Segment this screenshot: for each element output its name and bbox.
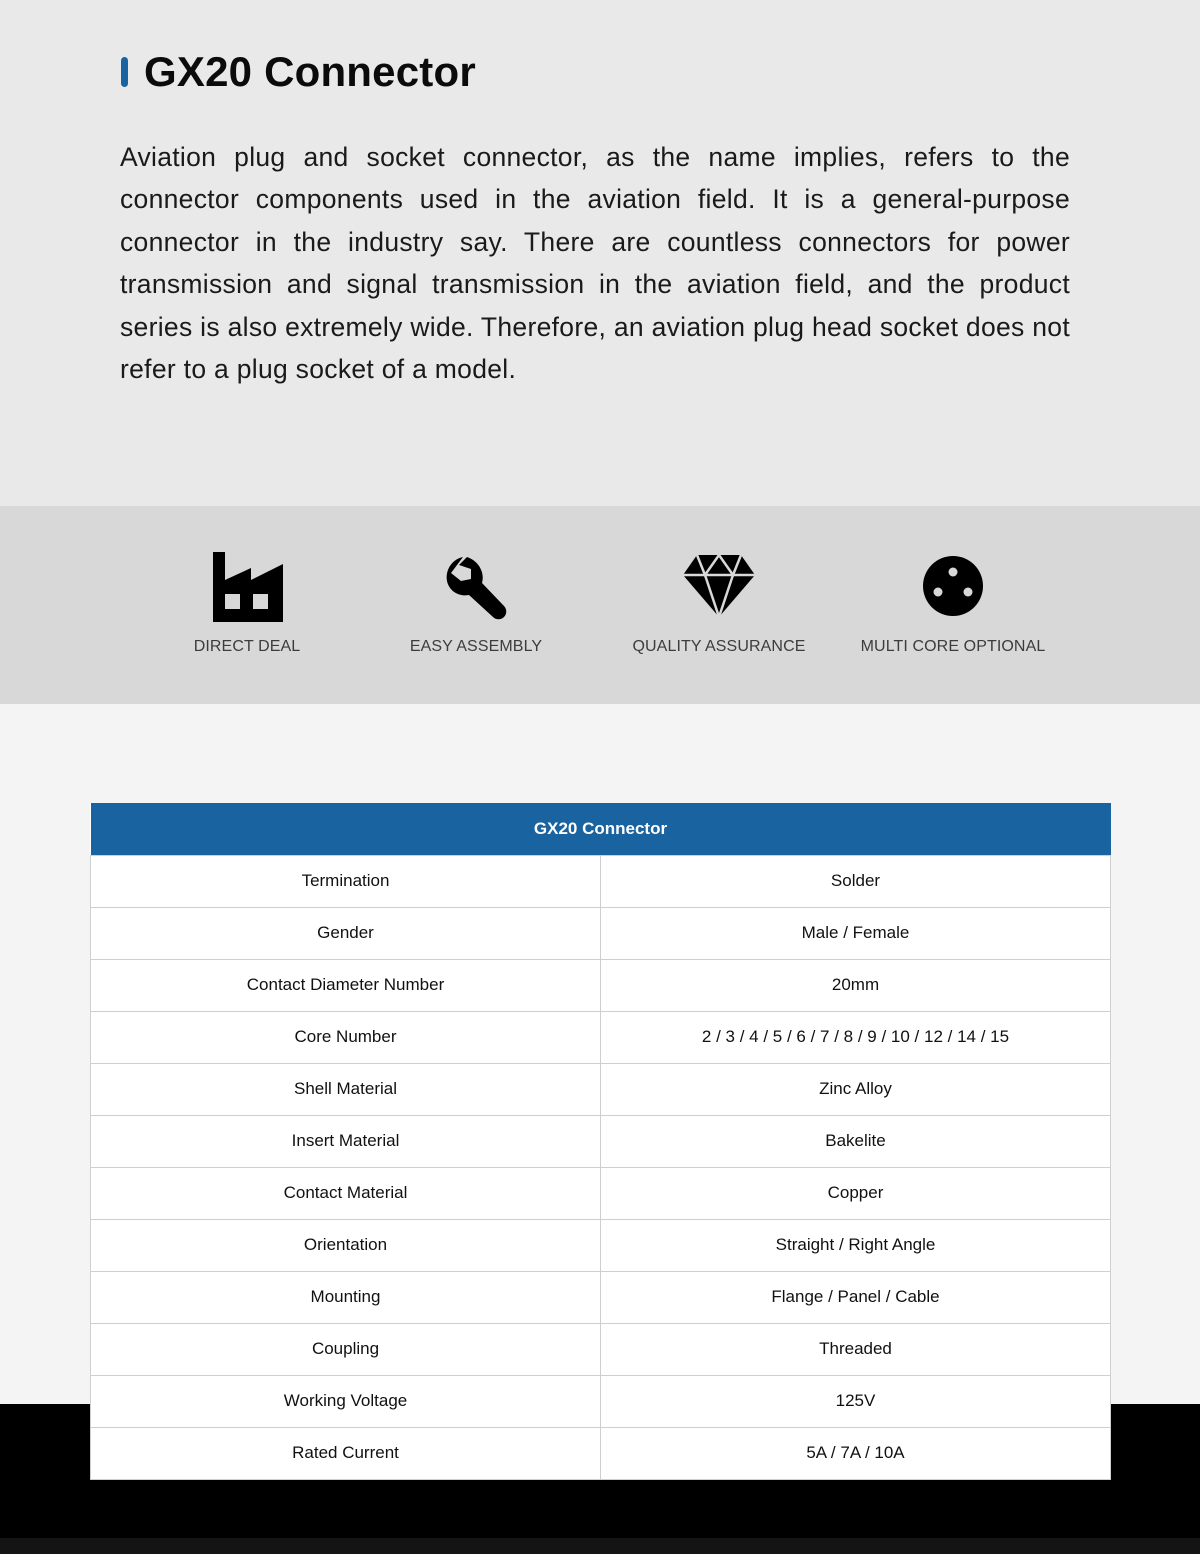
- feature-label: QUALITY ASSURANCE: [632, 638, 806, 655]
- spec-key: Contact Material: [91, 1167, 601, 1219]
- feature-quality-assurance: [599, 506, 839, 704]
- spec-key: Contact Diameter Number: [91, 959, 601, 1011]
- spec-key: Coupling: [91, 1323, 601, 1375]
- feature-easy-assembly: [356, 506, 596, 704]
- features-bar: [0, 506, 1200, 704]
- spec-value: Straight / Right Angle: [601, 1219, 1111, 1271]
- table-row: [91, 1167, 1111, 1219]
- feature-direct-deal: [127, 506, 367, 704]
- feature-label: MULTI CORE OPTIONAL: [860, 638, 1046, 655]
- spec-value: Copper: [601, 1167, 1111, 1219]
- spec-value: Zinc Alloy: [601, 1063, 1111, 1115]
- spec-table-title: GX20 Connector: [91, 803, 1111, 855]
- table-row: [91, 907, 1111, 959]
- intro-description: Aviation plug and socket connector, as the name implies, refers to the connector components used in the aviation field. It is a general-purpose connector in the industry say. There are countless connectors for power transmission and signal transmission in the aviation field, and the product series is also extremely wide. Therefore, an aviation plug head socket does not refer to a plug socket of a model.: [120, 142, 1070, 385]
- spec-key: Rated Current: [91, 1427, 601, 1479]
- connector-pins-icon: [913, 548, 993, 624]
- table-row: [91, 1271, 1111, 1323]
- spec-value: 20mm: [601, 959, 1111, 1011]
- table-row: [91, 1427, 1111, 1479]
- spec-key: Gender: [91, 907, 601, 959]
- spec-key: Mounting: [91, 1271, 601, 1323]
- spec-value: Bakelite: [601, 1115, 1111, 1167]
- table-row: [91, 959, 1111, 1011]
- spec-value: Male / Female: [601, 907, 1111, 959]
- spec-value: Flange / Panel / Cable: [601, 1271, 1111, 1323]
- spec-key: Orientation: [91, 1219, 601, 1271]
- table-row: [91, 1219, 1111, 1271]
- spec-table-body: [91, 855, 1111, 1479]
- footer-strip: [0, 1538, 1200, 1554]
- table-row: [91, 1375, 1111, 1427]
- spec-value: 125V: [601, 1375, 1111, 1427]
- table-row: [91, 1063, 1111, 1115]
- spec-key: Working Voltage: [91, 1375, 601, 1427]
- diamond-icon: [679, 548, 759, 624]
- spec-value: 5A / 7A / 10A: [601, 1427, 1111, 1479]
- spec-value: Threaded: [601, 1323, 1111, 1375]
- spec-table: [90, 803, 1111, 1480]
- intro-section: [0, 0, 1200, 506]
- feature-label: DIRECT DEAL: [193, 638, 301, 655]
- table-row: [91, 855, 1111, 907]
- table-row: [91, 1323, 1111, 1375]
- spec-value: 2 / 3 / 4 / 5 / 6 / 7 / 8 / 9 / 10 / 12 / 14 / 15: [601, 1011, 1111, 1063]
- spec-table-header-row: [91, 803, 1111, 855]
- page-title-group: [121, 48, 476, 96]
- feature-label: EASY ASSEMBLY: [409, 638, 543, 655]
- page-title: GX20 Connector: [144, 48, 476, 95]
- spec-key: Termination: [91, 855, 601, 907]
- spec-key: Shell Material: [91, 1063, 601, 1115]
- title-accent-bar: [121, 57, 128, 87]
- table-row: [91, 1011, 1111, 1063]
- spec-value: Solder: [601, 855, 1111, 907]
- factory-icon: [207, 548, 287, 624]
- table-row: [91, 1115, 1111, 1167]
- spec-key: Core Number: [91, 1011, 601, 1063]
- wrench-icon: [436, 548, 516, 624]
- spec-key: Insert Material: [91, 1115, 601, 1167]
- feature-multi-core-optional: [833, 506, 1073, 704]
